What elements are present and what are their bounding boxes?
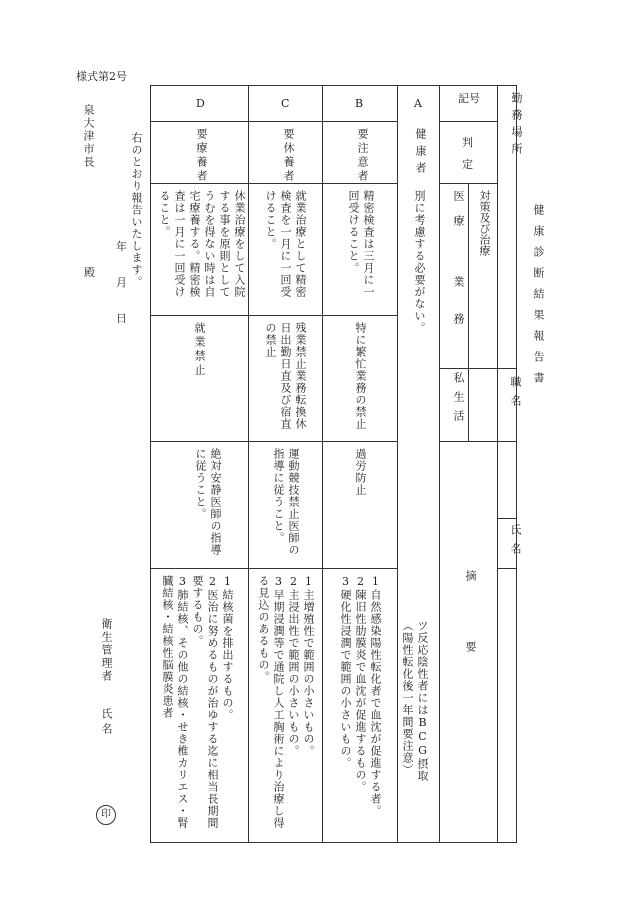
- header-judgment: 判定: [462, 136, 473, 171]
- medical-b: 精密検査は三月に一 回受けること。: [347, 190, 375, 298]
- document-title: 健康診断結果報告書: [532, 204, 545, 393]
- summary-a: ツ反応陰性者にはBCG摂取 （陽性転化後一年間要注意）: [401, 620, 429, 782]
- header-measures: 対策及び治療: [478, 190, 491, 256]
- form-number: 様式第2号: [76, 70, 127, 83]
- private-d: 絶対安静医師の指導 に従うこと。: [194, 448, 222, 556]
- private-b: 過労防止: [354, 448, 367, 496]
- header-medical: 医療: [452, 190, 465, 240]
- medical-a: 別に考慮する必要がない。: [413, 190, 426, 334]
- date-year: 年: [116, 240, 127, 253]
- work-c: 残業禁止業務転換休 日出勤日直及び宿直 の禁止: [264, 322, 307, 430]
- judgment-c: 要休養者: [282, 128, 295, 184]
- header-workplace: 勤務場所: [510, 92, 523, 160]
- header-name: 氏名: [509, 524, 522, 562]
- report-statement: 右のとおり報告いたします。: [130, 132, 143, 288]
- private-c: 運動競技禁止医師の 指導に従うこと。: [272, 448, 300, 556]
- header-summary: 摘要: [464, 570, 477, 712]
- code-b: B: [355, 97, 364, 110]
- summary-c: 1主増殖性で範囲の小さいもの。 2主浸出性で範囲の小さいもの。 3早期浸潤等で通院し人工胸術により治療し得 る見込のあるもの。: [257, 575, 315, 829]
- medical-c: 就業治療として精密 検査を一月に一回受 けること。: [264, 190, 307, 298]
- judgment-a: 健康者: [414, 128, 427, 179]
- signer-name-label: 氏名: [100, 708, 113, 738]
- header-work: 業務: [452, 276, 465, 350]
- work-b: 特に繁忙業務の禁止: [354, 322, 367, 430]
- header-symbol: 記号: [458, 92, 480, 105]
- judgment-d: 要療養者: [195, 128, 208, 184]
- work-d: 就業禁止: [193, 322, 206, 378]
- honorific: 殿: [84, 266, 95, 279]
- header-private-life: 私生活: [452, 372, 465, 429]
- header-job-title: 職名: [509, 376, 522, 414]
- medical-d: 休業治療をして入院 する事を原則として うむを得ない時は自 宅療養する。精密検 査は一月に一回受け ること。: [158, 190, 246, 298]
- summary-b: 1自然感染陽性転化者で血沈が促進する者。 2陳旧性肋膜炎で血沈が促進するもの。 3硬化性浸潤で範囲の小さいもの。: [339, 575, 382, 817]
- code-c: C: [281, 97, 290, 110]
- summary-d: 1結核菌を排出するもの。 2医治に努めるものが治ゆする迄に相当長期間 要するもの。 3肺結核、その他の結核・せき椎カリエス・腎 臓結核・結核性脳膜炎患者: [161, 575, 234, 829]
- code-d: D: [196, 97, 205, 110]
- seal-mark: 印: [96, 805, 116, 825]
- judgment-b: 要注意者: [356, 128, 369, 184]
- date-day: 日: [116, 312, 127, 325]
- code-a: A: [414, 97, 422, 110]
- signer-title: 衛生管理者: [100, 618, 113, 683]
- date-month: 月: [116, 276, 127, 289]
- addressee: 泉大津市長: [82, 104, 95, 169]
